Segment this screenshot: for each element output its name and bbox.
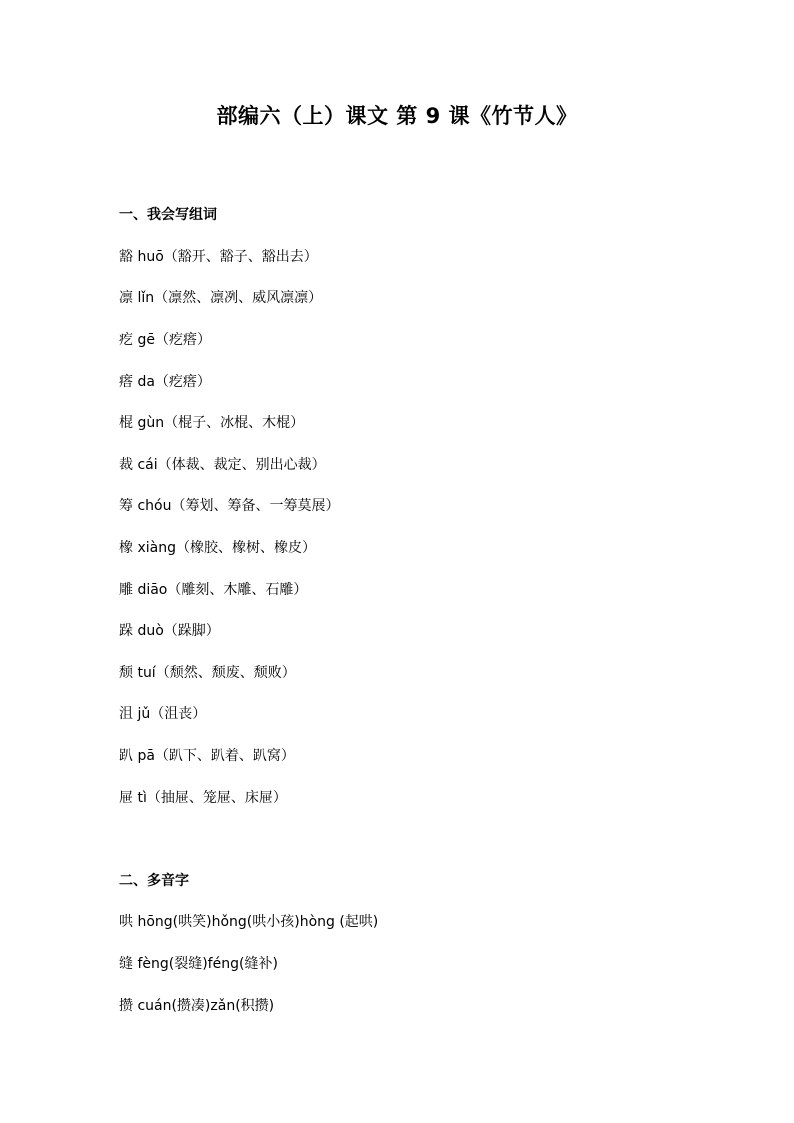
vocab-item: 跺 duò（跺脚）	[119, 623, 220, 639]
polyphonic-item: 哄 hōng(哄笑)hǒng(哄小孩)hòng (起哄)	[119, 914, 379, 930]
vocab-item: 趴 pā（趴下、趴着、趴窝）	[119, 748, 295, 764]
vocab-item: 颓 tuí（颓然、颓废、颓败）	[119, 665, 296, 681]
vocab-item: 屉 tì（抽屉、笼屉、床屉）	[119, 790, 287, 806]
page-title: 部编六（上）课文 第 9 课《竹节人》	[216, 104, 578, 128]
section-heading-polyphonic: 二、多音字	[119, 873, 189, 889]
polyphonic-item: 缝 fèng(裂缝)féng(缝补)	[119, 956, 278, 972]
vocab-item: 雕 diāo（雕刻、木雕、石雕）	[119, 582, 308, 598]
vocab-item: 沮 jǔ（沮丧）	[119, 706, 207, 722]
section-heading-vocabulary: 一、我会写组词	[119, 207, 217, 223]
vocab-item: 凛 lǐn（凛然、凛冽、威风凛凛）	[119, 290, 323, 306]
vocab-item: 疙 gē（疙瘩）	[119, 332, 211, 348]
polyphonic-item: 攒 cuán(攒凑)zǎn(积攒)	[119, 998, 275, 1014]
vocab-item: 豁 huō（豁开、豁子、豁出去）	[119, 249, 318, 265]
vocab-item: 裁 cái（体裁、裁定、别出心裁）	[119, 457, 326, 473]
vocab-item: 筹 chóu（筹划、筹备、一筹莫展）	[119, 498, 340, 514]
vocab-item: 橡 xiàng（橡胶、橡树、橡皮）	[119, 540, 316, 556]
vocab-item: 棍 gùn（棍子、冰棍、木棍）	[119, 415, 305, 431]
vocab-item: 瘩 da（疙瘩）	[119, 374, 211, 390]
